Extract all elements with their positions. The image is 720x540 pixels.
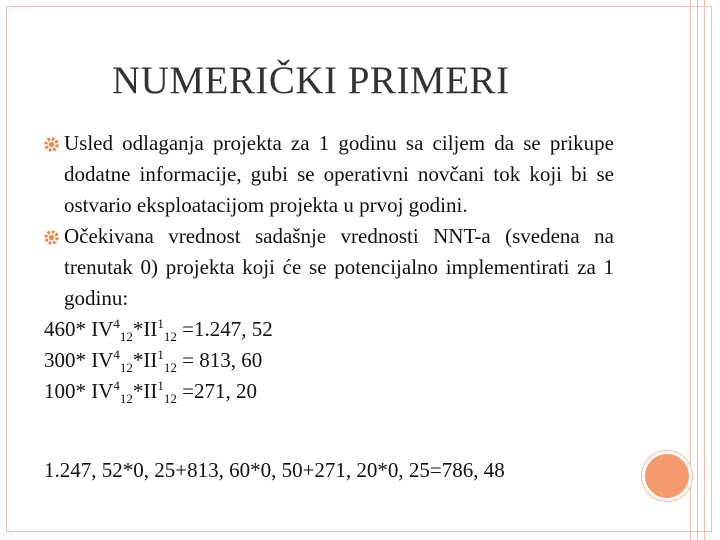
formula-line: 460* $IV^4_{12}*II^1_{12} =1.247$, 52 xyxy=(44,316,273,345)
formula-line: 300* $IV^4_{12}*II^1_{12} = 813$, 60 xyxy=(44,347,263,376)
slide-content xyxy=(44,128,614,407)
formula-line: 100* $IV^4_{12}*II^1_{12} =271$, 20 xyxy=(44,378,258,407)
bullet-text: Usled odlaganja projekta za 1 godinu sa ciljem da se prikupe dodatne informacije, gubi se operativni novčani tok koji bi se ostvario eksploatacijom projekta u prvoj godini. xyxy=(64,131,614,217)
decor-circle xyxy=(642,451,692,501)
right-decor-line xyxy=(704,0,705,540)
final-calculation: 1.247, 52*0, 25+813, 60*0, 50+271, 20*0, 25=786, 48 xyxy=(44,458,505,482)
bullet-item xyxy=(44,221,614,314)
gear-bullet-icon xyxy=(43,229,60,246)
gear-bullet-icon xyxy=(43,136,60,153)
right-decor-line xyxy=(697,0,698,540)
bullet-item xyxy=(44,128,614,221)
bullet-text: Očekivana vrednost sadašnje vrednosti NNT-a (svedena na trenutak 0) projekta koji će se potencijalno implementirati za 1 godinu: xyxy=(64,224,614,310)
right-decor-line xyxy=(690,0,691,540)
slide-title: NUMERIČKI PRIMERI xyxy=(112,59,510,102)
